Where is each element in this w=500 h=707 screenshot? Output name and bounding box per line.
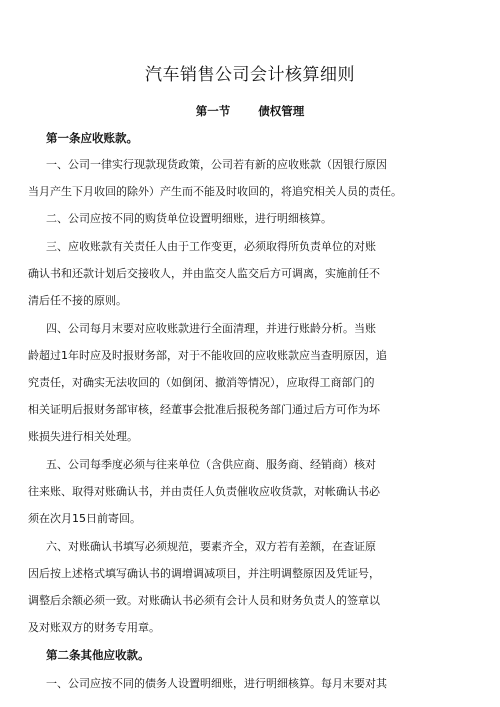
section-number: 第一节 (195, 104, 231, 118)
paragraph-line: 龄超过1年时应及时报财务部，对于不能收回的应收账款应当查明原因，追 (28, 349, 387, 362)
paragraph-line: 当月产生下月收回的除外）产生而不能及时收回的，将追究相关人员的责任。 (28, 185, 402, 198)
paragraph-line: 账损失进行相关处理。 (28, 430, 138, 443)
paragraph-line: 二、公司应按不同的购货单位设置明细账，进行明细核算。 (46, 212, 332, 225)
paragraph-line: 及对账双方的财务专用章。 (28, 621, 160, 634)
paragraph-line: 清后任不接的原则。 (28, 294, 127, 307)
paragraph-line: 一、公司应按不同的债务人设置明细账，进行明细核算。每月末要对其 (46, 677, 387, 690)
paragraph-line: 往来账、取得对账确认书，并由责任人负责催收应收货款，对帐确认书必 (28, 485, 380, 498)
paragraph-line: 相关证明后报财务部审核，经董事会批准后报税务部门通过后方可作为坏 (28, 403, 380, 416)
paragraph-line: 四、公司每月末要对应收账款进行全面清理，并进行账龄分析。当账 (46, 322, 376, 335)
article-2-heading: 第二条其他应收款。 (46, 648, 150, 662)
paragraph-line: 一、公司一律实行现款现货政策，公司若有新的应收账款（因银行原因 (46, 158, 387, 171)
paragraph-line: 确认书和还款计划后交接收人，并由监交人监交后方可调离，实施前任不 (28, 267, 380, 280)
paragraph-line: 究责任，对确实无法收回的（如倒闭、撤消等情况），应取得工商部门的 (28, 376, 375, 389)
paragraph-line: 因后按上述格式填写确认书的调增调减项目，并注明调整原因及凭证号， (28, 567, 380, 580)
article-1-heading: 第一条应收账款。 (46, 131, 138, 145)
paragraph-line: 五、公司每季度必须与往来单位（含供应商、服务商、经销商）核对 (46, 458, 376, 471)
paragraph-line: 三、应收账款有关责任人由于工作变更，必须取得所负责单位的对账 (46, 240, 376, 253)
document-title: 汽车销售公司会计核算细则 (145, 65, 355, 85)
paragraph-line: 须在次月15日前寄回。 (28, 512, 141, 525)
paragraph-line: 调整后余额必须一致。对账确认书必须有会计人员和财务负责人的签章以 (28, 594, 380, 607)
paragraph-line: 六、对账确认书填写必须规范，要素齐全，双方若有差额，在查证原 (46, 540, 376, 553)
section-name: 债权管理 (258, 104, 305, 118)
section-heading (0, 103, 500, 119)
